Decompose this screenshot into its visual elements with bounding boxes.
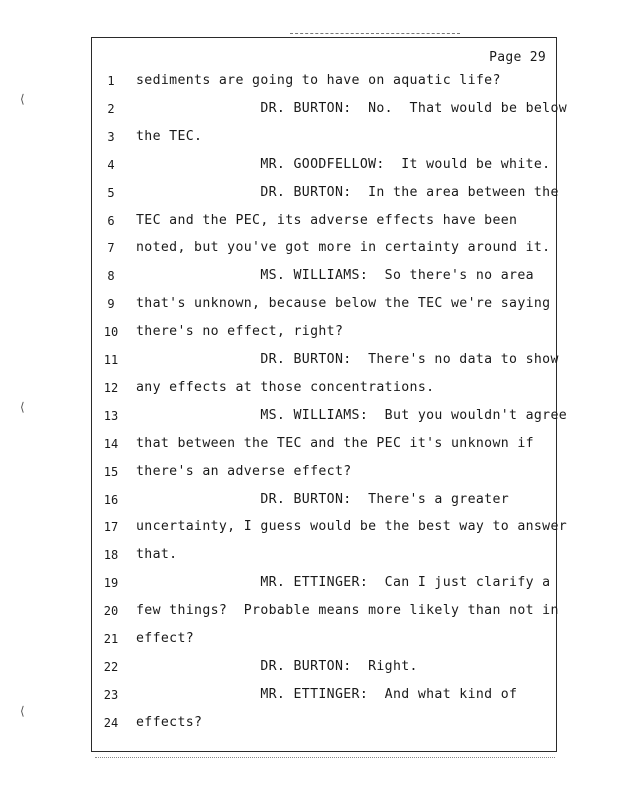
transcript-line (92, 126, 556, 148)
line-text: effect? (136, 631, 195, 646)
transcript-line (92, 544, 556, 566)
line-number: 11 (103, 353, 119, 367)
transcript-line (92, 712, 556, 734)
line-text: there's no effect, right? (136, 324, 344, 340)
transcript-line (92, 405, 568, 427)
line-text: few things? Probable means more likely than not in (136, 603, 559, 619)
line-text: uncertainty, I guess would be the best way to answer (136, 519, 568, 535)
transcript-line (92, 321, 556, 343)
transcript-line (92, 70, 556, 92)
transcript-line (92, 293, 556, 315)
line-number: 17 (103, 520, 119, 535)
transcript-line (92, 656, 556, 678)
line-text: DR. BURTON: In the area between the (136, 184, 559, 200)
transcript-line (92, 182, 559, 204)
margin-scan-mark: ⟨ (20, 400, 25, 414)
line-number: 23 (103, 687, 119, 702)
line-text: DR. BURTON: There's a greater (136, 491, 510, 507)
line-number: 15 (103, 464, 119, 479)
line-number: 16 (103, 492, 119, 507)
line-text: effects? (136, 714, 203, 730)
transcript-line (92, 237, 556, 259)
line-number: 14 (103, 436, 119, 451)
line-number: 22 (103, 659, 119, 674)
line-text: DR. BURTON: No. That would be below (136, 100, 568, 116)
line-text: sediments are going to have on aquatic life? (136, 73, 501, 88)
line-text: any effects at those concentrations. (136, 379, 435, 395)
page-number: Page 29 (489, 50, 546, 65)
line-text: that. (136, 547, 178, 563)
line-text: MS. WILLIAMS: So there's no area (136, 268, 534, 284)
line-text: there's an adverse effect? (136, 463, 352, 479)
line-number: 5 (107, 185, 115, 200)
transcript-line (92, 433, 556, 455)
transcript-line (92, 98, 568, 120)
line-text: TEC and the PEC, its adverse effects have been (136, 212, 518, 228)
scan-bottom-edge-marks (95, 757, 555, 761)
line-number: 18 (103, 548, 119, 563)
line-text: MS. WILLIAMS: But you wouldn't agree (136, 407, 568, 423)
line-text: noted, but you've got more in certainty around it. (136, 240, 551, 256)
line-number: 10 (103, 325, 119, 340)
line-text: DR. BURTON: Right. (136, 658, 418, 674)
transcript-line (92, 600, 559, 622)
line-text: MR. ETTINGER: Can I just clarify a (136, 575, 551, 591)
line-text: MR. GOODFELLOW: It would be white. (136, 156, 551, 172)
line-number: 3 (107, 129, 115, 144)
line-number: 7 (107, 241, 115, 256)
transcript-page (91, 37, 568, 752)
line-number: 2 (107, 101, 115, 116)
line-number: 20 (103, 604, 119, 619)
line-number: 8 (107, 269, 115, 284)
transcript-line (92, 377, 556, 399)
margin-scan-mark: ⟨ (20, 92, 25, 106)
line-number: 21 (103, 632, 119, 646)
line-text: that's unknown, because below the TEC we're saying (136, 296, 551, 312)
line-number: 9 (107, 297, 115, 312)
line-number: 12 (103, 380, 119, 395)
line-number: 1 (107, 74, 115, 88)
transcript-line (92, 684, 556, 706)
line-text: DR. BURTON: There's no data to show (136, 352, 559, 367)
line-number: 24 (103, 715, 119, 730)
transcript-line (92, 210, 556, 232)
transcript-line (92, 516, 568, 538)
line-number: 19 (103, 576, 119, 591)
transcript-line (92, 572, 556, 594)
transcript-line (92, 349, 559, 371)
transcript-line (92, 265, 556, 287)
line-number: 6 (107, 213, 115, 228)
transcript-line (92, 461, 556, 483)
line-number: 4 (107, 157, 115, 172)
line-text: MR. ETTINGER: And what kind of (136, 686, 518, 702)
line-text: the TEC. (136, 128, 203, 144)
transcript-line (92, 628, 556, 650)
line-number: 13 (103, 408, 119, 423)
margin-scan-mark: ⟨ (20, 704, 25, 718)
line-text: that between the TEC and the PEC it's unknown if (136, 435, 534, 451)
transcript-line (92, 154, 556, 176)
transcript-line (92, 489, 556, 511)
